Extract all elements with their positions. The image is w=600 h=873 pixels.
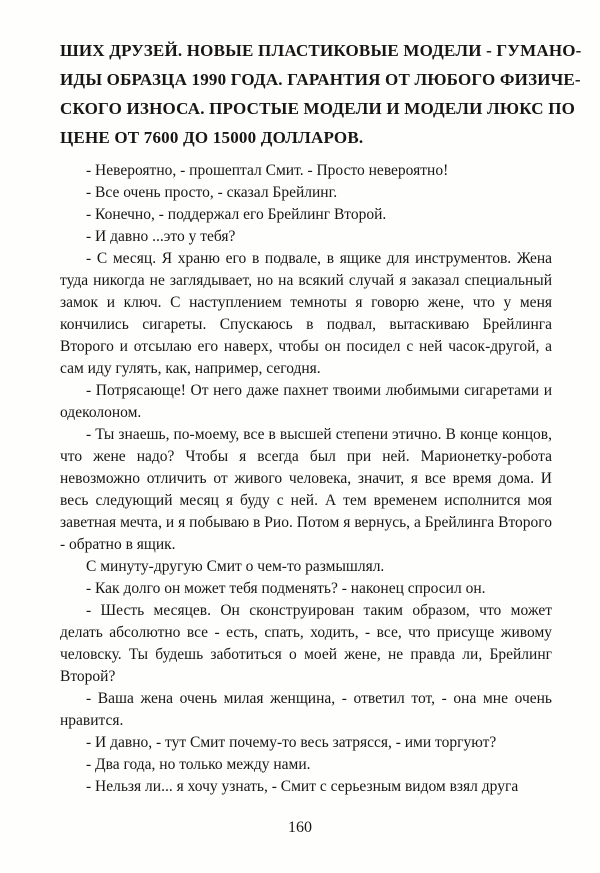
paragraph: - Ваша жена очень милая женщина, - ответил тот, - она мне очень нравится. xyxy=(60,690,552,729)
paragraph: - Как долго он может тебя подменять? - наконец спросил он. xyxy=(86,580,486,597)
header-line: ШИХ ДРУЗЕЙ. НОВЫЕ ПЛАСТИКОВЫЕ МОДЕЛИ - ГУМАНО- xyxy=(60,41,582,60)
paragraph: - Невероятно, - прошептал Смит. - Просто невероятно! xyxy=(86,162,449,179)
header-line: СКОГО ИЗНОСА. ПРОСТЫЕ МОДЕЛИ И МОДЕЛИ ЛЮКС ПО xyxy=(60,99,576,118)
paragraph: - Шесть месяцев. Он сконструирован таким образом, что может делать абсолютно все - есть, спать, ходить, - все, что присуще живому человску. Ты будешь заботиться о моей жене, не правда ли, Брейлинг Второй? xyxy=(60,602,552,685)
paragraph: - Два года, но только между нами. xyxy=(86,756,311,773)
header-line: ИДЫ ОБРАЗЦА 1990 ГОДА. ГАРАНТИЯ ОТ ЛЮБОГО ФИЗИЧЕ- xyxy=(60,70,581,89)
paragraph: С минуту-другую Смит о чем-то размышлял. xyxy=(86,558,385,575)
header-line: ЦЕНЕ ОТ 7600 ДО 15000 ДОЛЛАРОВ. xyxy=(60,128,364,147)
paragraph: - Нельзя ли... я хочу узнать, - Смит с серьезным видом взял друга xyxy=(86,778,519,795)
paragraph: - И давно, - тут Смит почему-то весь затрясся, - ими торгуют? xyxy=(86,734,497,751)
paragraph: - Все очень просто, - сказал Брейлинг. xyxy=(86,184,338,201)
page-number: 160 xyxy=(288,819,312,836)
paragraph: - Конечно, - поддержал его Брейлинг Второй. xyxy=(86,206,387,223)
paragraph: - Потрясающе! От него даже пахнет твоими любимыми сигаретами и одеколоном. xyxy=(60,382,552,421)
header-block xyxy=(60,36,582,152)
body-text xyxy=(60,160,552,798)
paragraph: - Ты знаешь, по-моему, все в высшей степени этично. В конце концов, что жене надо? Чтобы я всегда был при ней. Марионетку-робота невозможно отличить от живого человека, значит, я все время дома. И весь следующий месяц я буду с ней. А тем временем исполнится моя заветная мечта, и я побываю в Рио. Потом я вернусь, а Брейлинга Второго - обратно в ящик. xyxy=(60,426,552,553)
paragraph: - С месяц. Я храню его в подвале, в ящике для инструментов. Жена туда никогда не заглядывает, но на всякий случай я заказал специальный замок и ключ. С наступлением темноты я говорю жене, что у меня кончились сигареты. Спускаюсь в подвал, вытаскиваю Брейлинга Второго и отсылаю его наверх, чтобы он посидел с ней часок-другой, а сам иду гулять, как, например, сегодня. xyxy=(60,250,552,377)
paragraph: - И давно ...это у тебя? xyxy=(86,228,236,245)
